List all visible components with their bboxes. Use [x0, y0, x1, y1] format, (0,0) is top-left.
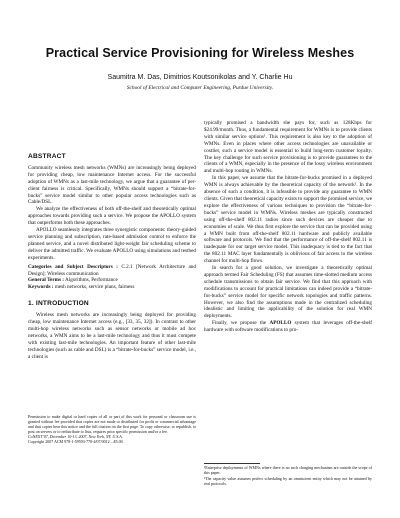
footnote-1: ¹Enterprise deployments of WMNs where there is no such charging mechanism are outside the scope of this paper.	[204, 465, 372, 475]
abstract-paragraph-1: Community wireless mesh networks (WMNs) are increasingly being deployed for providing cheap, low maintenance Internet access. For the successful adoption of WMNs as a last-mile technology, we argue that a guarantee of per-client fairness is critical. Specifically, WMNs should support a “bitrate-for-bucks” service model similar to other popular access technologies such as Cable/DSL.	[28, 164, 196, 206]
keywords-line	[28, 284, 196, 291]
paper-title: Practical Service Provisioning for Wireless Meshes	[45, 46, 355, 60]
conference-line: CoNEXT’07, December 10-13, 2007, New York, NY, U.S.A.	[28, 434, 123, 439]
intro-paragraph-4: In search for a good solution, we investigate a theoretically optimal approach termed Fair Scheduling (FS) that assumes time-slotted medium access schedule transmissions to obtain fair service. We find that this approach with modifications to account for practical limitations can indeed provide a “bitrate-for-bucks” service model for specific network topologies and traffic patterns. However, we also find the assumptions made in the centralized scheduling idealistic and limiting the applicability of the solution for real WMN deployments.	[204, 265, 372, 320]
keywords-value: mesh networks, service plans, fairness	[54, 284, 135, 291]
footnote-2: ²The capacity value assumes perfect scheduling by an omniscient entity which may not be attained by real protocols.	[204, 476, 372, 486]
intro-paragraph-2: typically promised a bandwidth she pays for, such as 128Kbps for $24.99/month. Thus, a fundamental requirement for WMNs is to provide clients with similar service options¹. This requirement is also key to the adoption of WMNs. Even in places where other access technologies are unavailable or costlier, such a service model is essential to build long-term customer loyalty. The key challenge for such service provisioning is to provide guarantees to the clients of a WMN, especially in the presence of the lossy wireless environment and multi-hop routing in WMNs.	[204, 120, 372, 175]
apollo-suffix: system that leverages off-the-shelf hardware with software modifications to pro-	[204, 320, 373, 334]
apollo-prefix: Finally, we propose the	[212, 320, 270, 327]
author-list: Saumitra M. Das, Dimitrios Koutsonikolas and Y. Charlie Hu	[107, 74, 293, 81]
apollo-name: APOLLO	[269, 320, 292, 327]
categories-block	[28, 264, 196, 292]
keywords-label: Keywords :	[28, 284, 54, 291]
introduction-heading: 1. INTRODUCTION	[28, 300, 89, 308]
permission-text: Permission to make digital or hard copies of all or part of this work for personal or classroom use is granted without fee provided that copies are not made or distributed for profit or commercial advantage and that copies bear this notice and the full citation on the first page. To copy otherwise, to republish, to post on servers or to redistribute to lists, requires prior specific permission and/or a fee.	[28, 414, 196, 434]
categories-label: Categories and Subject Descriptors :	[28, 263, 118, 270]
categories-value: C.2.1 [Network Architecture and Design]: Wireless communication	[28, 263, 196, 277]
intro-paragraph-5	[204, 320, 372, 334]
general-terms-label: General Terms :	[28, 277, 65, 284]
categories-line	[28, 264, 196, 278]
footnote-divider	[204, 463, 260, 464]
right-column	[204, 120, 372, 334]
introduction-paragraph-1: Wireless mesh networks are increasingly being deployed for providing cheap, low maintenance Internet access (e.g., [33, 35, 32]). In contrast to other multi-hop wireless networks such as sensor networks or mobile ad hoc networks, a WMN aims to be a last-mile technology and thus it must compete with existing last-mile technologies. An important feature of other last-mile technologies (such as cable and DSL) is a “bitrate-for-bucks” service model, i.e., a client is	[28, 312, 196, 360]
footnotes	[204, 465, 372, 487]
author-affiliation: School of Electrical and Computer Engineering, Purdue University.	[126, 85, 274, 91]
copyright-line: Copyright 2007 ACM 978-1-59593-770-4/07/0012 ...$5.00.	[28, 439, 124, 444]
general-terms-value: Algorithms, Performance	[65, 277, 118, 284]
abstract-paragraph-2: We analyze the effectiveness of both off-the-shelf and theoretically optimal approaches towards providing such a service. We propose the APOLLO system that outperforms both these approaches.	[28, 206, 196, 227]
left-column	[28, 154, 196, 360]
abstract-heading: ABSTRACT	[28, 153, 66, 160]
intro-paragraph-3: In this paper, we assume that the bitrate-for-bucks promised in a deployed WMN is always achievable by the theoretical capacity of the network². In the absence of such a condition, it is infeasible to provide any guarantee to WMN clients. Given that theoretical capacity exists to support the promised service, we explore the effectiveness of various techniques to provision the “bitrate-for-bucks” service model in WMNs. Wireless meshes are typically constructed using off-the-shelf 802.11 radios since such devices are cheaper due to economies of scale. We thus first explore the service that can be provided using a WMN built from off-the-shelf 802.11 hardware and publicly available software and protocols. We find that the performance of off-the-shelf 802.11 is inadequate for our target service model. This inadequacy is tied to the fact that the 802.11 MAC layer fundamentally is oblivious of fair access to the wireless channel for multi-hop flows.	[204, 175, 372, 265]
permission-notice	[28, 414, 196, 444]
abstract-paragraph-3: APOLLO seamlessly integrates three synergistic components: theory-guided service planning and subscription, rate-based admission control to enforce the planned service, and a novel distributed light-weight fair scheduling scheme to deliver the admitted traffic. We evaluate APOLLO using simulations and testbed experiments.	[28, 227, 196, 261]
